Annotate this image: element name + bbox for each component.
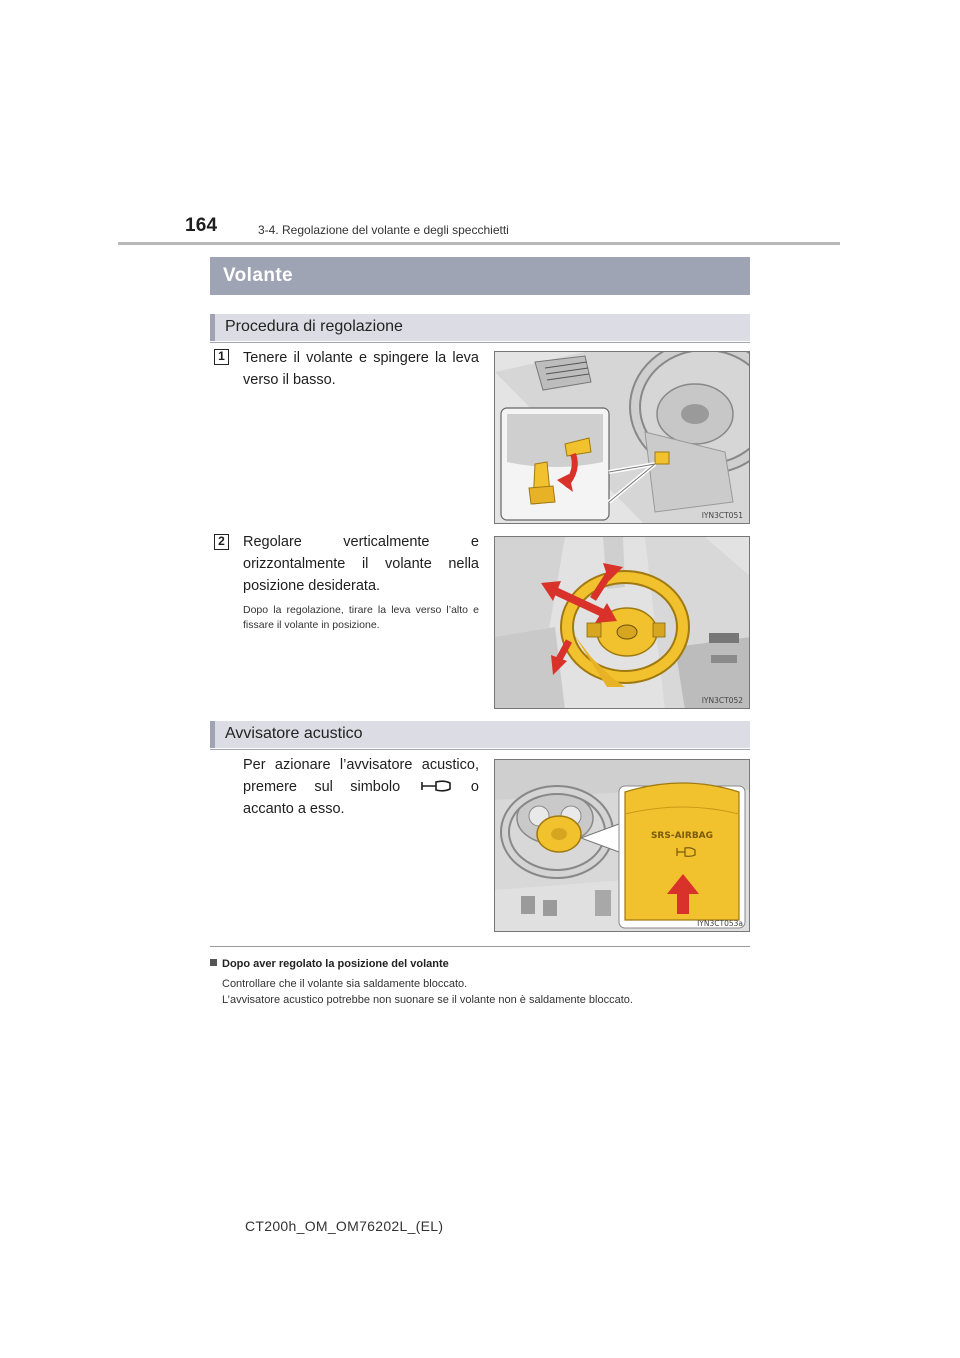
header-divider: [118, 242, 840, 245]
figure-code-3: IYN3CT053a: [697, 919, 743, 928]
footnote-line-2: L’avvisatore acustico potrebbe non suonare se il volante non è saldamente bloccato.: [222, 994, 633, 1006]
airbag-label: SRS-AIRBAG: [650, 831, 714, 841]
footnote-title-text: Dopo aver regolato la posizione del volante: [222, 958, 449, 970]
subsection-horn-title: Avvisatore acustico: [225, 725, 363, 742]
subsection-procedure-title: Procedura di regolazione: [225, 318, 403, 335]
section-title: Volante: [223, 265, 294, 286]
horn-icon: [418, 779, 454, 793]
figure-code-1: IYN3CT051: [701, 511, 743, 520]
step-1-number: 1: [214, 349, 229, 365]
footnote-divider: [210, 946, 750, 947]
section-title-bar: [210, 257, 750, 295]
figure-horn: [494, 759, 750, 932]
figure-steering-adjust: [494, 536, 750, 709]
subsection-procedure-bar: [210, 314, 750, 341]
horn-text-before: Per azionare l’avvisatore acustico, premere sul simbolo: [243, 757, 479, 795]
footnote-line-1: Controllare che il volante sia saldamente bloccato.: [222, 978, 468, 990]
page-number: 164: [185, 215, 218, 236]
step-2-number: 2: [214, 534, 229, 550]
chapter-title: 3-4. Regolazione del volante e degli specchietti: [258, 223, 509, 237]
horn-text: [243, 754, 479, 820]
step-1-text: Tenere il volante e spingere la leva verso il basso.: [243, 350, 479, 388]
step-2-note: Dopo la regolazione, tirare la leva verso l’alto e fissare il volante in posizione.: [243, 604, 479, 631]
figure-code-2: IYN3CT052: [701, 696, 743, 705]
document-code: CT200h_OM_OM76202L_(EL): [245, 1218, 444, 1234]
figure-steering-lever: [494, 351, 750, 524]
horn-text-after: o accanto a esso.: [243, 779, 479, 817]
horn-illustration: [495, 760, 750, 932]
subsection-horn-bar: [210, 721, 750, 748]
steering-adjust-illustration: [495, 537, 750, 709]
bullet-square-icon: [210, 959, 217, 966]
footnote-title: [210, 958, 449, 970]
step-2-text: Regolare verticalmente e orizzontalmente il volante nella posizione desiderata.: [243, 534, 479, 594]
steering-lever-illustration: [495, 352, 750, 524]
